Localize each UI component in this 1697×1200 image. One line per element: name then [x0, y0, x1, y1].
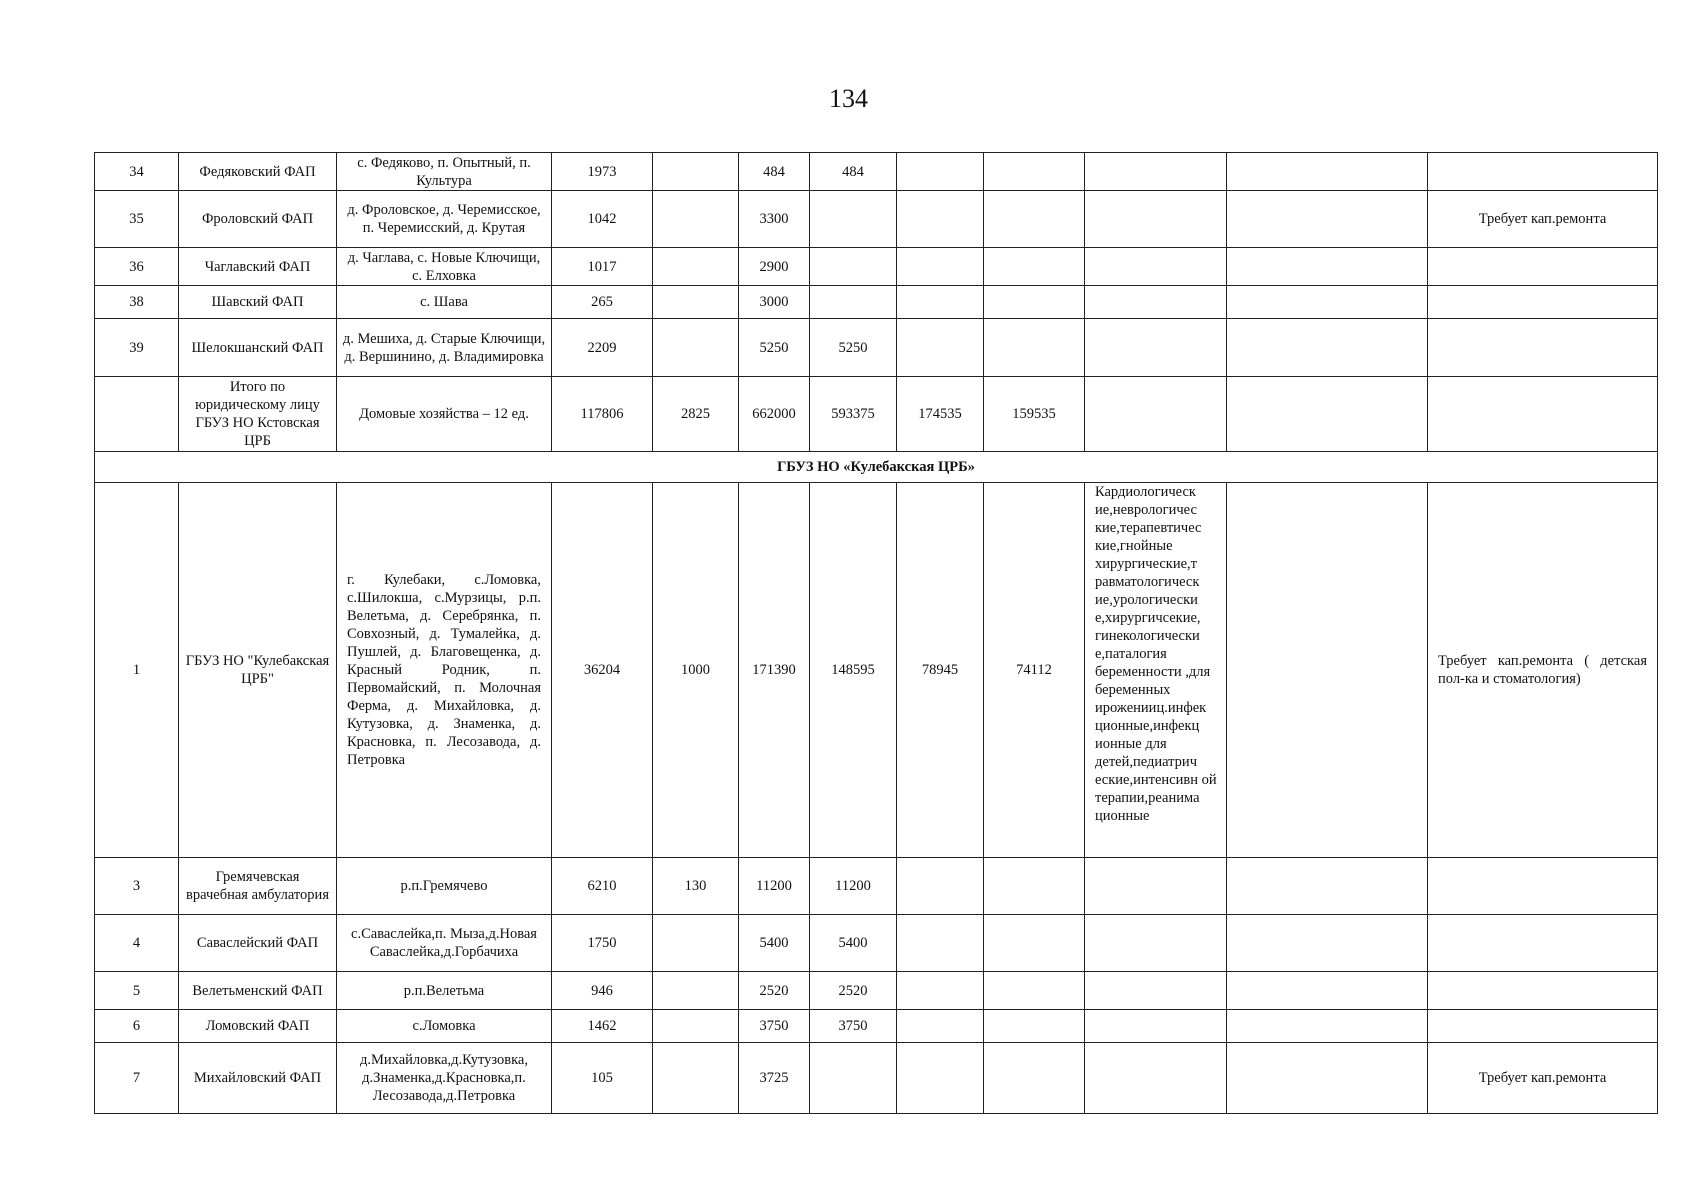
cell-col-7: 484 [810, 153, 897, 191]
cell-col-7: 3750 [810, 1010, 897, 1043]
table-row [95, 483, 1658, 858]
cell-col-4: 6210 [552, 858, 653, 915]
cell-col-11 [1227, 858, 1428, 915]
cell-col-5 [653, 1010, 739, 1043]
cell-col-9 [984, 319, 1085, 377]
subtotal-row [95, 377, 1658, 452]
served-localities: д. Чаглава, с. Новые Ключищи, с. Елховка [337, 248, 552, 286]
remarks: Требует кап.ремонта ( детская пол-ка и стоматология) [1428, 483, 1658, 858]
facility-name: Ломовский ФАП [179, 1010, 337, 1043]
remarks [1428, 319, 1658, 377]
cell-col-5 [653, 972, 739, 1010]
cell-col-4: 117806 [552, 377, 653, 452]
cell-col-4: 105 [552, 1043, 653, 1114]
served-localities: с. Шава [337, 286, 552, 319]
cell-col-6: 2520 [739, 972, 810, 1010]
cell-col-7: 2520 [810, 972, 897, 1010]
served-localities: Домовые хозяйства – 12 ед. [337, 377, 552, 452]
cell-col-6: 5250 [739, 319, 810, 377]
row-number: 3 [95, 858, 179, 915]
row-number: 6 [95, 1010, 179, 1043]
row-number: 7 [95, 1043, 179, 1114]
cell-col-11 [1227, 483, 1428, 858]
row-number: 4 [95, 915, 179, 972]
cell-col-5 [653, 153, 739, 191]
cell-col-6: 3000 [739, 286, 810, 319]
row-number: 36 [95, 248, 179, 286]
table-row [95, 1043, 1658, 1114]
cell-col-11 [1227, 319, 1428, 377]
cell-col-10 [1085, 319, 1227, 377]
cell-col-11 [1227, 153, 1428, 191]
facility-name: Шавский ФАП [179, 286, 337, 319]
cell-col-8 [897, 286, 984, 319]
facility-name: Велетьменский ФАП [179, 972, 337, 1010]
table-row [95, 1010, 1658, 1043]
cell-col-9 [984, 1010, 1085, 1043]
table-row [95, 153, 1658, 191]
remarks: Требует кап.ремонта [1428, 191, 1658, 248]
remarks [1428, 377, 1658, 452]
cell-col-10 [1085, 377, 1227, 452]
cell-col-8 [897, 972, 984, 1010]
cell-col-10 [1085, 972, 1227, 1010]
row-number: 5 [95, 972, 179, 1010]
facilities-table [94, 152, 1658, 1114]
served-localities: р.п.Велетьма [337, 972, 552, 1010]
cell-col-8 [897, 153, 984, 191]
cell-col-8 [897, 1010, 984, 1043]
row-number: 1 [95, 483, 179, 858]
bed-profiles: Кардиологическ ие,неврологичес кие,терапевтичес кие,гнойные хирургические,т равматологическ ие,урологически е,хирургичсекие, гинекологически е,паталогия беременности ,для беременных ироженииц.инфек ционные,инфекц ионные для детей,педиатрич еские,интенсивн ой терапии,реанима ционные [1085, 483, 1227, 858]
cell-col-5 [653, 191, 739, 248]
cell-col-8 [897, 248, 984, 286]
table-row [95, 319, 1658, 377]
cell-col-10 [1085, 1010, 1227, 1043]
cell-col-6: 3750 [739, 1010, 810, 1043]
facility-name: Гремячевская врачебная амбулатория [179, 858, 337, 915]
remarks [1428, 858, 1658, 915]
cell-col-8 [897, 319, 984, 377]
cell-col-11 [1227, 915, 1428, 972]
cell-col-6: 11200 [739, 858, 810, 915]
cell-col-4: 36204 [552, 483, 653, 858]
facility-name: ГБУЗ НО "Кулебакская ЦРБ" [179, 483, 337, 858]
served-localities: д. Мешиха, д. Старые Ключищи, д. Вершинино, д. Владимировка [337, 319, 552, 377]
cell-col-8 [897, 191, 984, 248]
section-row [95, 452, 1658, 483]
cell-col-11 [1227, 248, 1428, 286]
cell-col-8 [897, 858, 984, 915]
table-row [95, 248, 1658, 286]
table-row [95, 858, 1658, 915]
table-row [95, 972, 1658, 1010]
cell-col-9 [984, 191, 1085, 248]
row-number: 35 [95, 191, 179, 248]
cell-col-5 [653, 319, 739, 377]
cell-col-11 [1227, 191, 1428, 248]
cell-col-9 [984, 153, 1085, 191]
facility-name: Чаглавский ФАП [179, 248, 337, 286]
cell-col-7: 11200 [810, 858, 897, 915]
facility-name: Михайловский ФАП [179, 1043, 337, 1114]
table-row [95, 191, 1658, 248]
remarks: Требует кап.ремонта [1428, 1043, 1658, 1114]
cell-col-9 [984, 248, 1085, 286]
cell-col-5: 2825 [653, 377, 739, 452]
remarks [1428, 248, 1658, 286]
facility-name: Итого по юридическому лицу ГБУЗ НО Кстовская ЦРБ [179, 377, 337, 452]
cell-col-8 [897, 1043, 984, 1114]
cell-col-4: 946 [552, 972, 653, 1010]
row-number: 39 [95, 319, 179, 377]
cell-col-9 [984, 858, 1085, 915]
cell-col-6: 171390 [739, 483, 810, 858]
cell-col-8: 174535 [897, 377, 984, 452]
cell-col-4: 1017 [552, 248, 653, 286]
remarks [1428, 286, 1658, 319]
cell-col-6: 3300 [739, 191, 810, 248]
served-localities: д.Михайловка,д.Кутузовка, д.Знаменка,д.Красновка,п. Лесозавода,д.Петровка [337, 1043, 552, 1114]
row-number: 34 [95, 153, 179, 191]
table-row [95, 286, 1658, 319]
facility-name: Фроловский ФАП [179, 191, 337, 248]
served-localities: с. Федяково, п. Опытный, п. Культура [337, 153, 552, 191]
row-number: 38 [95, 286, 179, 319]
cell-col-6: 2900 [739, 248, 810, 286]
remarks [1428, 915, 1658, 972]
cell-col-4: 1973 [552, 153, 653, 191]
cell-col-5 [653, 1043, 739, 1114]
cell-col-10 [1085, 915, 1227, 972]
cell-col-6: 484 [739, 153, 810, 191]
cell-col-9 [984, 286, 1085, 319]
facility-name: Саваслейский ФАП [179, 915, 337, 972]
cell-col-8 [897, 915, 984, 972]
cell-col-5: 1000 [653, 483, 739, 858]
cell-col-9: 159535 [984, 377, 1085, 452]
cell-col-11 [1227, 1010, 1428, 1043]
served-localities: д. Фроловское, д. Черемисское, п. Черемисский, д. Крутая [337, 191, 552, 248]
cell-col-7: 5400 [810, 915, 897, 972]
remarks [1428, 1010, 1658, 1043]
cell-col-4: 1750 [552, 915, 653, 972]
cell-col-10 [1085, 858, 1227, 915]
cell-col-5 [653, 915, 739, 972]
served-localities: р.п.Гремячево [337, 858, 552, 915]
cell-col-4: 265 [552, 286, 653, 319]
cell-col-5: 130 [653, 858, 739, 915]
page-number: 134 [829, 84, 868, 113]
facility-name: Шелокшанский ФАП [179, 319, 337, 377]
cell-col-9 [984, 972, 1085, 1010]
cell-col-11 [1227, 377, 1428, 452]
served-localities: г. Кулебаки, с.Ломовка, с.Шилокша, с.Мурзицы, р.п. Велетьма, д. Серебрянка, п. Совхозный, д. Тумалейка, д. Пушлей, д. Благовещенка, д. Красный Родник, п. Первомайский, п. Молочная Ферма, д. Михайловка, д. Кутузовка, д. Знаменка, д. Красновка, п. Лесозавода, д. Петровка [337, 483, 552, 858]
cell-col-11 [1227, 286, 1428, 319]
cell-col-9: 74112 [984, 483, 1085, 858]
section-title: ГБУЗ НО «Кулебакская ЦРБ» [95, 452, 1658, 483]
cell-col-11 [1227, 972, 1428, 1010]
table-row [95, 915, 1658, 972]
cell-col-9 [984, 915, 1085, 972]
served-localities: с.Ломовка [337, 1010, 552, 1043]
cell-col-5 [653, 248, 739, 286]
cell-col-6: 662000 [739, 377, 810, 452]
cell-col-11 [1227, 1043, 1428, 1114]
cell-col-7 [810, 286, 897, 319]
cell-col-9 [984, 1043, 1085, 1114]
cell-col-6: 5400 [739, 915, 810, 972]
cell-col-4: 1042 [552, 191, 653, 248]
cell-col-8: 78945 [897, 483, 984, 858]
cell-col-7: 5250 [810, 319, 897, 377]
cell-col-10 [1085, 248, 1227, 286]
cell-col-10 [1085, 286, 1227, 319]
served-localities: с.Саваслейка,п. Мыза,д.Новая Саваслейка,д.Горбачиха [337, 915, 552, 972]
cell-col-7 [810, 191, 897, 248]
cell-col-7: 593375 [810, 377, 897, 452]
row-number [95, 377, 179, 452]
cell-col-7 [810, 1043, 897, 1114]
facility-name: Федяковский ФАП [179, 153, 337, 191]
cell-col-10 [1085, 153, 1227, 191]
cell-col-4: 2209 [552, 319, 653, 377]
cell-col-6: 3725 [739, 1043, 810, 1114]
cell-col-10 [1085, 191, 1227, 248]
cell-col-7 [810, 248, 897, 286]
cell-col-10 [1085, 1043, 1227, 1114]
remarks [1428, 972, 1658, 1010]
cell-col-7: 148595 [810, 483, 897, 858]
remarks [1428, 153, 1658, 191]
cell-col-5 [653, 286, 739, 319]
cell-col-4: 1462 [552, 1010, 653, 1043]
